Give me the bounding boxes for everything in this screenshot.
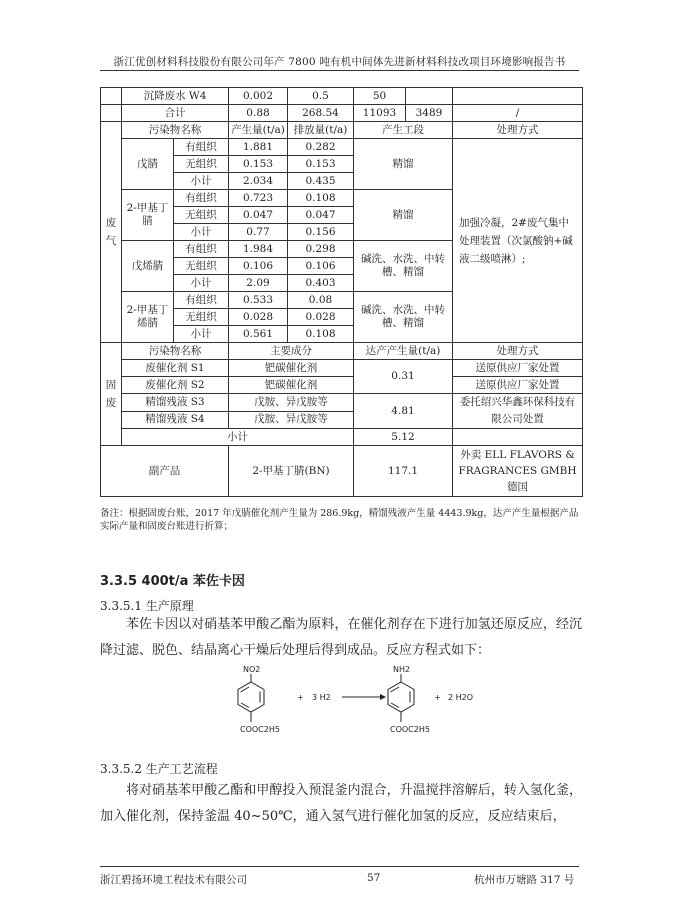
table-note: 备注：根据固废台账，2017 年戊腈催化剂产生量为 286.9kg，精馏残液产生量 4443.9kg，达产产生量根据产品实际产量和固废台账进行折算； bbox=[100, 508, 579, 532]
table-row: 无组织 0.153 0.153 bbox=[101, 156, 583, 173]
table-row: 小计 2.034 0.435 bbox=[101, 173, 583, 190]
svg-text:+: + bbox=[297, 693, 304, 702]
amino-label: NH2 bbox=[393, 665, 411, 674]
ester-label: COOC2H5 bbox=[390, 725, 430, 734]
paragraph: 苯佐卡因以对硝基苯甲酸乙酯为原料，在催化剂存在下进行加氢还原反应，经沉降过滤、脱色、结晶离心干燥后处理后得到成品。反应方程式如下： bbox=[100, 617, 582, 658]
table-row: 副产品 2-甲基丁腈(BN) 117.1 外卖 ELL FLAVORS & FRAGRANCES GMBH 德国 bbox=[101, 446, 583, 497]
arrow-head-icon bbox=[380, 694, 386, 700]
svg-text:+: + bbox=[434, 693, 441, 702]
paragraph: 将对硝基苯甲酸乙酯和甲醇投入预混釜内混合，升温搅拌溶解后，转入氢化釜，加入催化剂，保持釜温 40~50℃，通入氢气进行催化加氢的反应，反应结束后， bbox=[100, 783, 582, 824]
reaction-equation bbox=[220, 662, 500, 742]
table-row: 小计 5.12 bbox=[101, 429, 583, 446]
table-row: 2-甲基丁腈 有组织 0.723 0.108 精馏 bbox=[101, 190, 583, 207]
table-row: 戊腈 有组织 1.881 0.282 精馏 加强冷凝，2#废气集中处理装置（次氯酸钠+碱液二级喷淋）; bbox=[101, 139, 583, 156]
footer-rule bbox=[100, 866, 579, 867]
footer-address: 杭州市万塘路 317 号 bbox=[474, 874, 575, 886]
table-row: 戊烯腈 有组织 1.984 0.298 碱洗、水洗、中转槽、精馏 bbox=[101, 241, 583, 258]
table-header-row: 废气 污染物名称 产生量(t/a) 排放量(t/a) 产生工段 处理方式 bbox=[101, 122, 583, 139]
category-gas: 废气 bbox=[101, 122, 122, 343]
table-row: 废催化剂 S2 钯碳催化剂 送原供应厂家处置 bbox=[101, 377, 583, 394]
table-row: 精馏残液 S3 戊胺、异戊胺等 4.81 委托绍兴华鑫环保科技有限公司处置 bbox=[101, 394, 583, 412]
table-row: 小计 0.77 0.156 bbox=[101, 224, 583, 241]
table-row: 小计 0.561 0.108 bbox=[101, 326, 583, 343]
table-row: 无组织 0.028 0.028 bbox=[101, 309, 583, 326]
table-header-row: 固废 污染物名称 主要成分 达产产生量(t/a) 处理方式 bbox=[101, 343, 583, 360]
table-row: 精馏残液 S4 戊胺、异戊胺等 bbox=[101, 411, 583, 429]
table-row: 无组织 0.106 0.106 bbox=[101, 258, 583, 275]
subsection-heading: 3.3.5.1 生产原理 bbox=[100, 599, 194, 613]
hydrogen-label: 3 H2 bbox=[312, 693, 331, 702]
nitro-label: NO2 bbox=[243, 665, 261, 674]
subsection-heading: 3.3.5.2 生产工艺流程 bbox=[100, 762, 218, 776]
emission-table bbox=[100, 87, 583, 497]
table-row: 2-甲基丁烯腈 有组织 0.533 0.08 碱洗、水洗、中转槽、精馏 bbox=[101, 292, 583, 309]
ester-label: COOC2H5 bbox=[240, 725, 280, 734]
header-rule bbox=[100, 70, 579, 71]
section-heading: 3.3.5 400t/a 苯佐卡因 bbox=[100, 574, 245, 589]
table-row: 沉降废水 W4 0.002 0.5 50 bbox=[101, 88, 583, 105]
page-header: 浙江优创材料科技股份有限公司年产 7800 吨有机中间体先进新材料科技改项目环境影响报告书 bbox=[113, 56, 566, 68]
table-row: 无组织 0.047 0.047 bbox=[101, 207, 583, 224]
table-row: 小计 2.09 0.403 bbox=[101, 275, 583, 292]
water-label: 2 H2O bbox=[448, 693, 474, 702]
footer-company: 浙江碧扬环境工程技术有限公司 bbox=[100, 874, 247, 886]
gas-treatment-method: 加强冷凝，2#废气集中处理装置（次氯酸钠+碱液二级喷淋）; bbox=[453, 139, 583, 343]
table-row: 合计 0.88 268.54 11093 3489 / bbox=[101, 105, 583, 122]
table-row: 废催化剂 S1 钯碳催化剂 0.31 送原供应厂家处置 bbox=[101, 360, 583, 377]
page-number: 57 bbox=[367, 872, 381, 884]
category-solid: 固废 bbox=[101, 343, 122, 446]
